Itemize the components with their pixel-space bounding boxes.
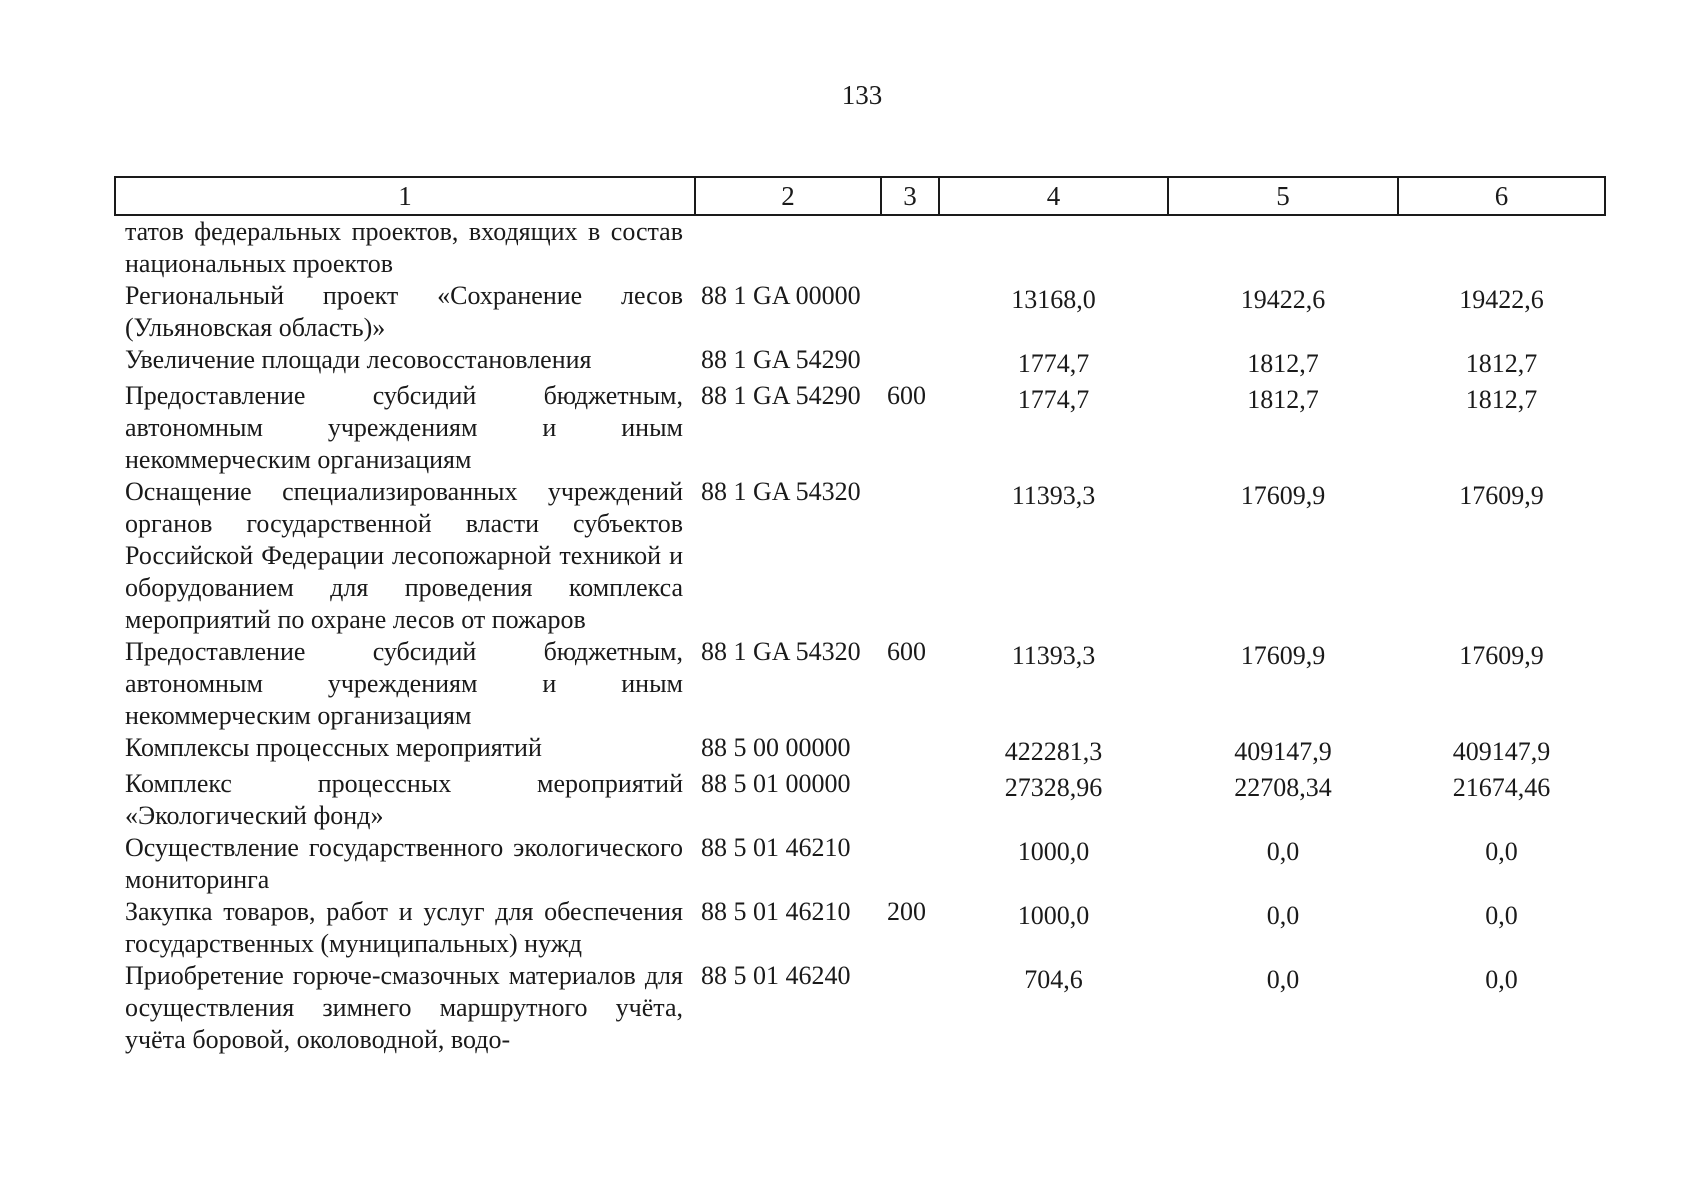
- table-row: [115, 476, 1605, 636]
- row-value-col5: 0,0: [1266, 965, 1300, 994]
- row-value-col5: 0,0: [1266, 901, 1300, 930]
- row-code: 88 5 01 46210: [701, 833, 851, 862]
- header-col-4: 4: [939, 177, 1168, 215]
- row-code: [695, 215, 881, 280]
- table-row: [115, 636, 1605, 732]
- row-value-col6: 409147,9: [1452, 737, 1551, 766]
- row-name: Закупка товаров, работ и услуг для обеспечения государственных (муниципальных) нужд: [125, 897, 683, 958]
- row-value-col6: 21674,46: [1452, 773, 1551, 802]
- row-value-col5: [1168, 215, 1398, 280]
- row-name: Комплексы процессных мероприятий: [125, 733, 542, 762]
- row-value-col4: 704,6: [1024, 965, 1083, 994]
- row-value-col5: 17609,9: [1240, 481, 1326, 510]
- row-value-col6: 0,0: [1485, 901, 1518, 930]
- row-name: Осуществление государственного экологического мониторинга: [125, 833, 683, 894]
- row-value-col5: 1812,7: [1247, 385, 1319, 414]
- row-value-col4: 27328,96: [1004, 773, 1103, 802]
- table-row: [115, 832, 1605, 896]
- row-expense-type: [881, 215, 939, 280]
- row-expense-type: 600: [887, 381, 926, 410]
- row-value-col5: 1812,7: [1247, 349, 1319, 378]
- table-row: [115, 344, 1605, 380]
- header-col-6: 6: [1398, 177, 1605, 215]
- header-row: [115, 177, 1605, 215]
- row-value-col6: 17609,9: [1459, 481, 1544, 510]
- row-value-col4: [939, 215, 1168, 280]
- row-code: 88 5 00 00000: [701, 733, 851, 762]
- row-value-col6: 19422,6: [1459, 285, 1544, 314]
- table-row: [115, 380, 1605, 476]
- row-value-col4: 11393,3: [1011, 481, 1096, 510]
- table-body: [115, 215, 1605, 1056]
- row-value-col6: 1812,7: [1465, 349, 1538, 378]
- header-col-3: 3: [881, 177, 939, 215]
- table-row: [115, 960, 1605, 1056]
- row-value-col6: 1812,7: [1465, 385, 1538, 414]
- row-expense-type: [881, 732, 939, 768]
- row-value-col5: 19422,6: [1240, 285, 1326, 314]
- row-expense-type: 200: [887, 897, 926, 926]
- table-row: [115, 896, 1605, 960]
- header-col-1: 1: [115, 177, 695, 215]
- row-name: татов федеральных проектов, входящих в состав национальных проектов: [125, 217, 683, 278]
- row-value-col4: 1000,0: [1017, 901, 1090, 930]
- header-col-5: 5: [1168, 177, 1398, 215]
- page-number: 133: [841, 80, 883, 110]
- row-code: 88 5 01 00000: [701, 769, 851, 798]
- row-value-col4: 1000,0: [1017, 837, 1090, 866]
- row-value-col4: 1774,7: [1017, 385, 1090, 414]
- row-expense-type: [881, 832, 939, 896]
- row-value-col4: 422281,3: [1004, 737, 1103, 766]
- row-expense-type: [881, 344, 939, 380]
- row-expense-type: 600: [887, 637, 926, 666]
- row-name: Приобретение горюче-смазочных материалов для осуществления зимнего маршрутного учёта, учёта боровой, околоводной, водо-: [125, 961, 683, 1054]
- row-name: Предоставление субсидий бюджетным, автономным учреждениям и иным некоммерческим организациям: [125, 637, 683, 730]
- row-expense-type: [881, 476, 939, 636]
- row-code: 88 1 GA 00000: [701, 281, 861, 310]
- row-code: 88 1 GA 54290: [701, 381, 861, 410]
- row-name: Комплекс процессных мероприятий «Экологический фонд»: [125, 769, 683, 830]
- row-value-col6: [1398, 215, 1605, 280]
- table-header: [115, 177, 1605, 215]
- row-value-col5: 17609,9: [1240, 641, 1326, 670]
- row-value-col5: 409147,9: [1234, 737, 1332, 766]
- row-value-col5: 0,0: [1266, 837, 1300, 866]
- row-value-col6: 0,0: [1485, 965, 1518, 994]
- row-code: 88 1 GA 54290: [701, 345, 861, 374]
- row-value-col5: 22708,34: [1234, 773, 1332, 802]
- row-code: 88 1 GA 54320: [701, 477, 861, 506]
- row-name: Предоставление субсидий бюджетным, автономным учреждениям и иным некоммерческим организациям: [125, 381, 683, 474]
- row-expense-type: [881, 768, 939, 832]
- row-expense-type: [881, 960, 939, 1056]
- row-name: Региональный проект «Сохранение лесов (Ульяновская область)»: [125, 281, 683, 342]
- table-row: [115, 280, 1605, 344]
- row-code: 88 5 01 46210: [701, 897, 851, 926]
- row-code: 88 1 GA 54320: [701, 637, 861, 666]
- budget-table: [114, 176, 1606, 1056]
- row-value-col4: 13168,0: [1011, 285, 1096, 314]
- table-row: [115, 732, 1605, 768]
- row-value-col4: 1774,7: [1017, 349, 1090, 378]
- row-name: Оснащение специализированных учреждений органов государственной власти субъектов Российской Федерации лесопожарной техникой и оборудованием для проведения комплекса мероприятий по охране лесов от пожаров: [125, 477, 683, 634]
- row-name: Увеличение площади лесовосстановления: [125, 345, 592, 374]
- row-value-col4: 11393,3: [1011, 641, 1096, 670]
- header-col-2: 2: [695, 177, 881, 215]
- table-row: [115, 768, 1605, 832]
- row-expense-type: [881, 280, 939, 344]
- row-value-col6: 0,0: [1485, 837, 1518, 866]
- row-code: 88 5 01 46240: [701, 961, 851, 990]
- row-value-col6: 17609,9: [1459, 641, 1544, 670]
- table-row: [115, 215, 1605, 280]
